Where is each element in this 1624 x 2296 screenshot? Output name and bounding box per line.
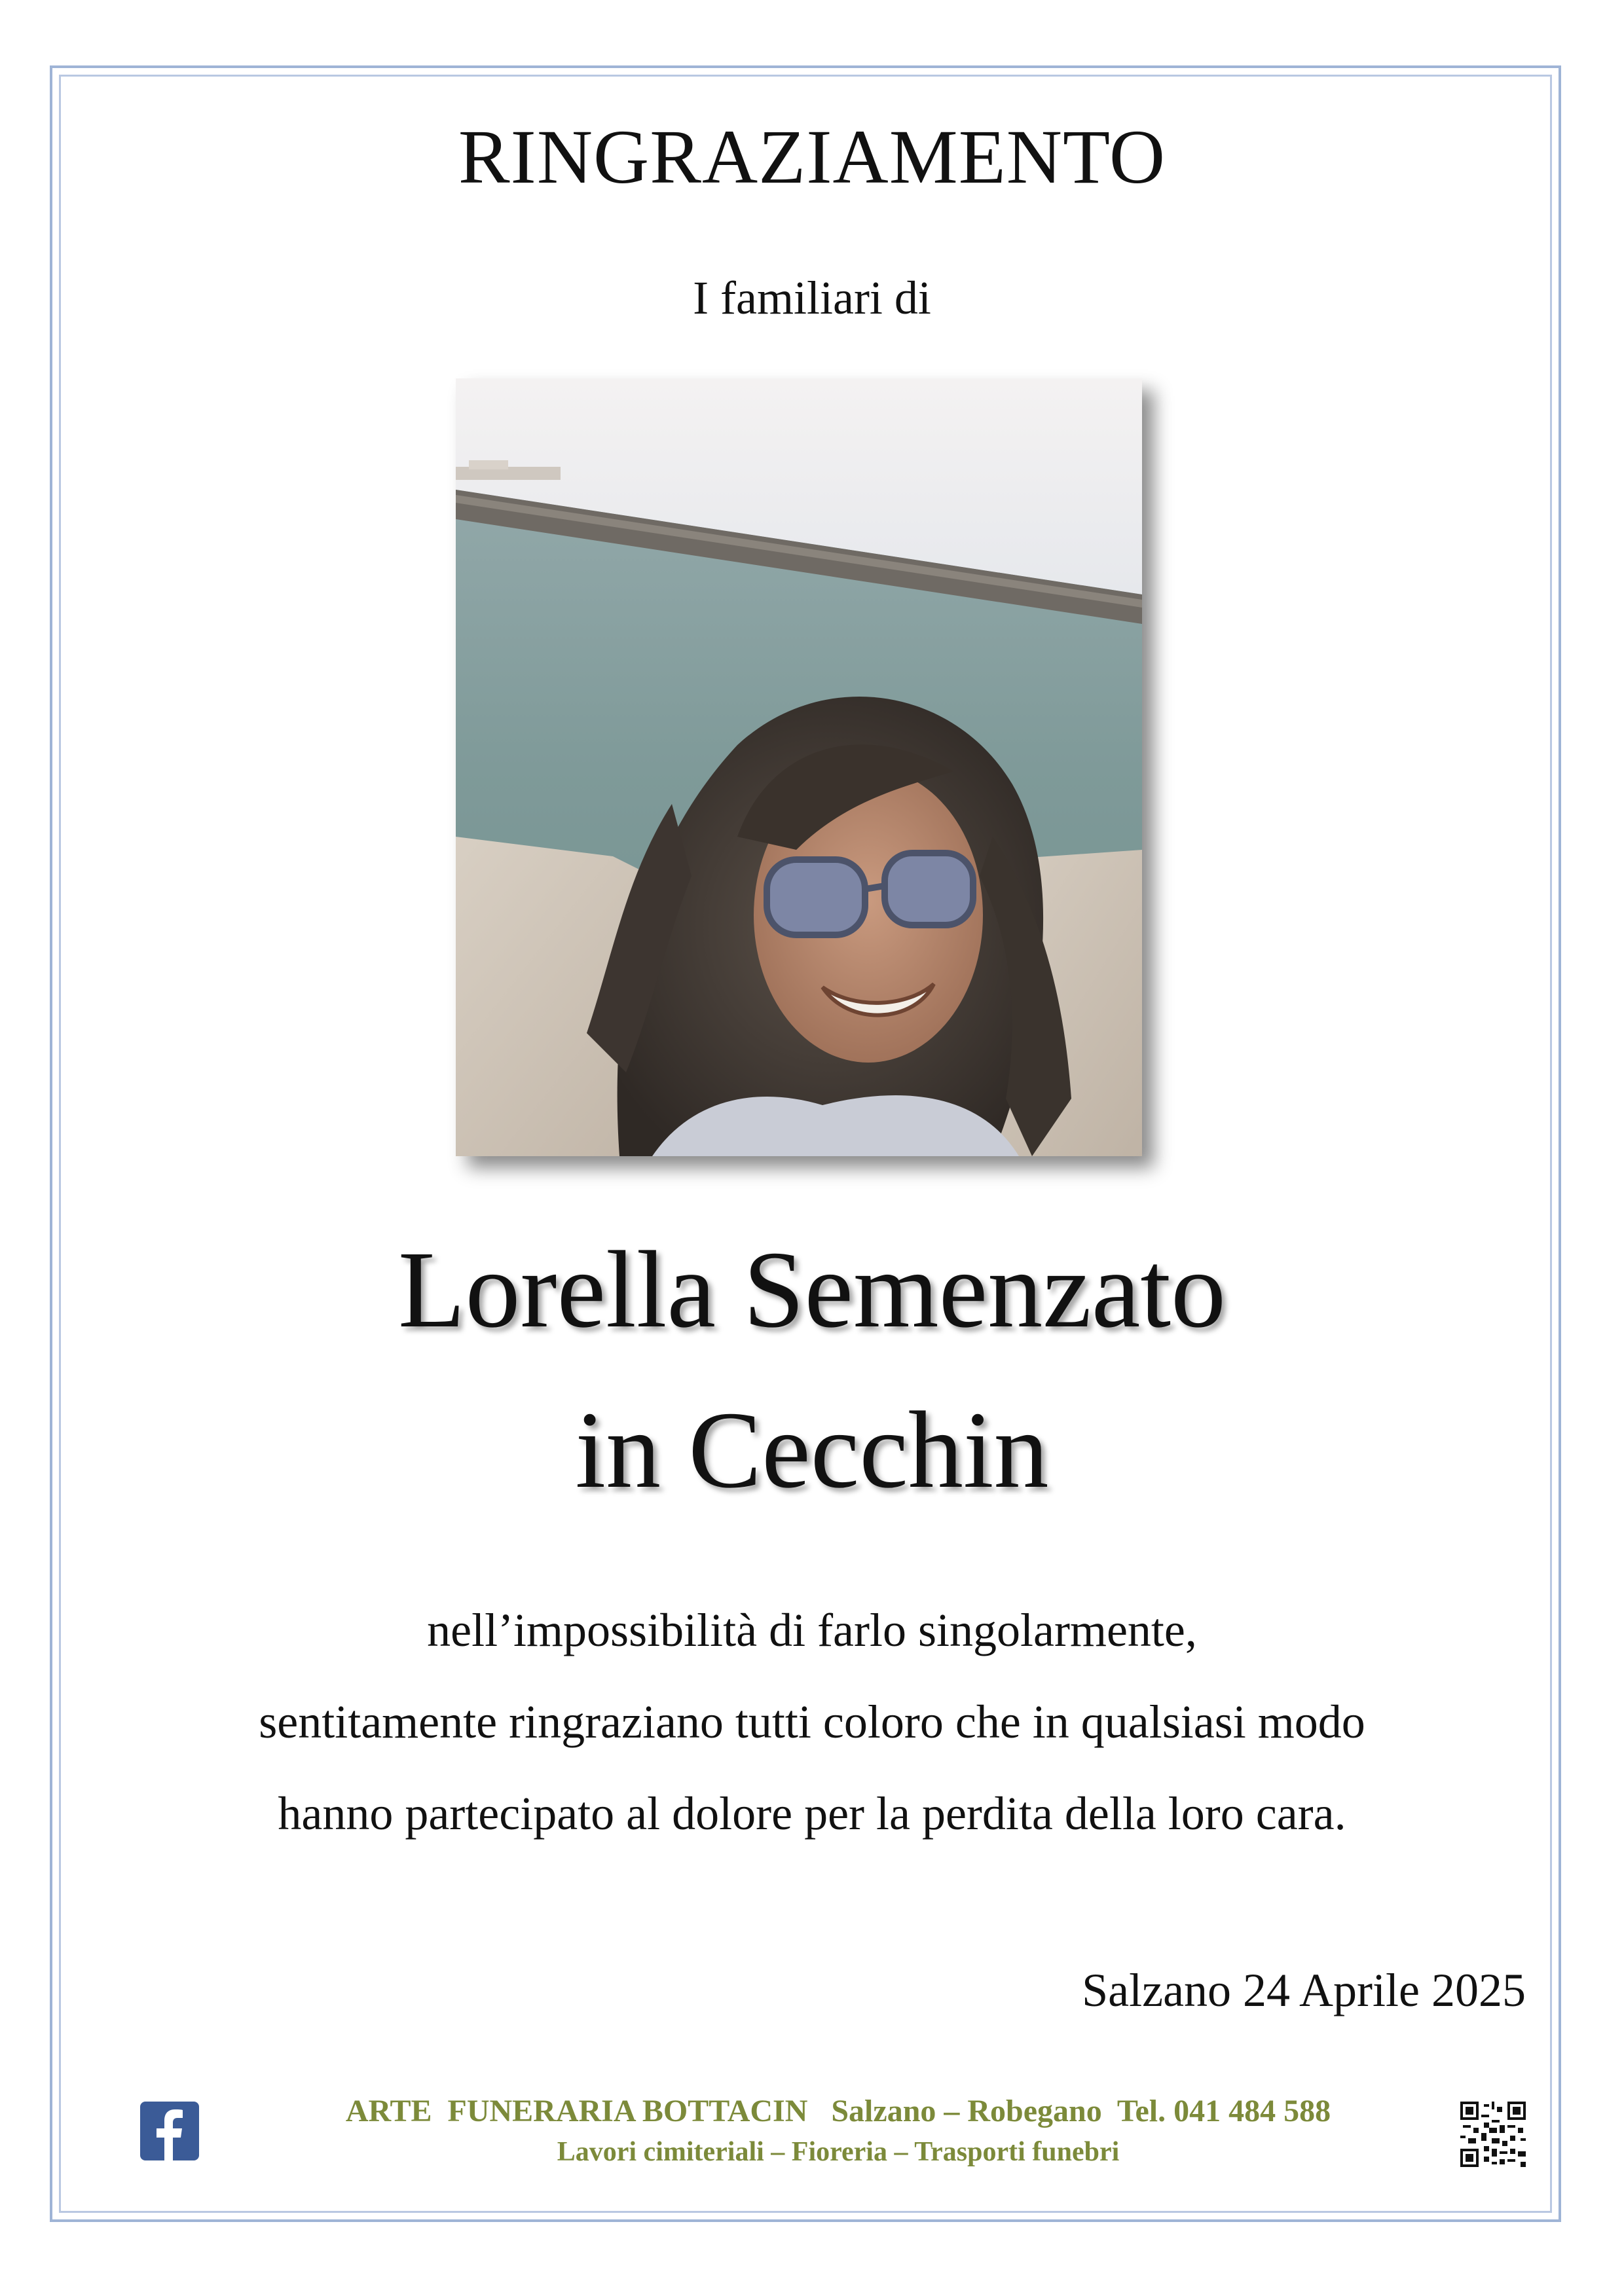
deceased-married-name: in Cecchin (575, 1389, 1049, 1511)
place-date: Salzano 24 Aprile 2025 (1082, 1964, 1526, 2016)
notice-subtitle: I familiari di (693, 272, 931, 324)
company-info: ARTE FUNERARIA BOTTACIN Salzano – Robegano Tel. 041 484 588 (345, 2094, 1331, 2128)
company-services: Lavori cimiteriali – Fioreria – Trasporti funebri (557, 2137, 1120, 2167)
notice-title: RINGRAZIAMENTO (458, 114, 1166, 200)
qr-code-icon[interactable] (1460, 2102, 1526, 2167)
message-line-1: nell’impossibilità di farlo singolarmente, (427, 1604, 1197, 1656)
facebook-icon[interactable] (140, 2102, 199, 2160)
deceased-name: Lorella Semenzato (397, 1229, 1227, 1351)
message-line-2: sentitamente ringraziano tutti coloro che in qualsiasi modo (259, 1696, 1365, 1748)
portrait-photo (456, 378, 1142, 1156)
message-line-3: hanno partecipato al dolore per la perdita della loro cara. (278, 1787, 1346, 1840)
